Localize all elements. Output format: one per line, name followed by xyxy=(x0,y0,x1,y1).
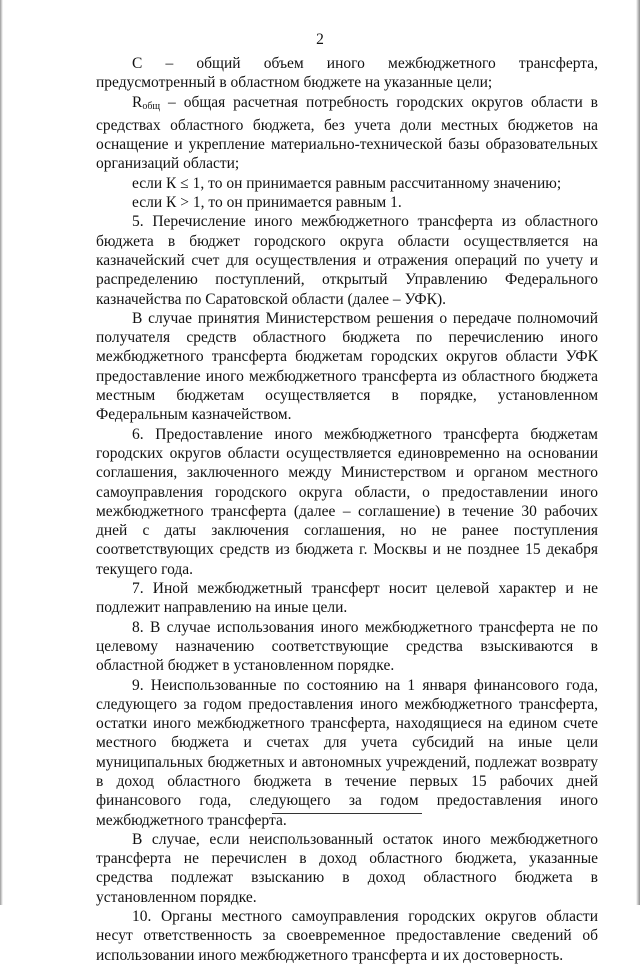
paragraph-item-7: 7. Иной межбюджетный трансферт носит целевой характер и не подлежит направлению на иные цели. xyxy=(96,580,598,617)
paragraph-item-9: 9. Неиспользованные по состоянию на 1 января финансового года, следующего за годом предоставления иного межбюджетного трансферта, остатки иного межбюджетного трансферта, находящиеся на едином счете местного бюджета и счетах для учета субсидий на иные цели муниципальных бюджетных и автономных учреждений, подлежат возврату в доход областного бюджета в течение первых 15 рабочих дней финансового года, следующего за годом предоставления иного межбюджетного трансферта. xyxy=(96,676,598,829)
paragraph-k-gt-1: если К > 1, то он принимается равным 1. xyxy=(132,194,402,212)
paragraph-item-9-continued: В случае, если неиспользованный остаток иного межбюджетного трансферта не перечислен в доход областного бюджета, указанные средства подлежат взысканию в доход областного бюджета в установленном порядке. xyxy=(96,830,598,906)
document-body xyxy=(96,54,598,965)
end-separator-line xyxy=(272,813,422,814)
variable-r: R xyxy=(132,93,143,111)
paragraph-item-5-continued: В случае принятия Министерством решения о передаче полномочий получателя средств областного бюджета по перечислению иного межбюджетного трансферта бюджетам городских округов области УФК предоставление иного межбюджетного трансферта из областного бюджета местным бюджетам осуществляется в порядке, установленном Федеральным казначейством. xyxy=(96,309,598,424)
scan-edge-right xyxy=(636,0,640,905)
paragraph-r-definition xyxy=(96,93,598,174)
paragraph-r-text: – общая расчетная потребность городских округов области в средствах областного бюджета, без учета доли местных бюджетов на оснащение и укрепление материально-технической базы образовательных организаций области; xyxy=(96,93,598,173)
paragraph-c-definition: С – общий объем иного межбюджетного трансферта, предусмотренный в областном бюджете на указанные цели; xyxy=(96,55,598,92)
paragraph-item-5: 5. Перечисление иного межбюджетного трансферта из областного бюджета в бюджет городского округа области осуществляется на казначейский счет для осуществления и отражения операций по учету и распределению поступлений, открытый Управлению Федерального казначейства по Саратовской области (далее – УФК). xyxy=(96,213,598,308)
paragraph-item-10: 10. Органы местного самоуправления городских округов области несут ответственность за своевременное предоставление сведений об использовании иного межбюджетного трансферта и их достоверность. xyxy=(96,908,598,964)
paragraph-item-6: 6. Предоставление иного межбюджетного трансферта бюджетам городских округов области осуществляется единовременно на основании соглашения, заключенного между Министерством и органом местного самоуправления городского округа области, о предоставлении иного межбюджетного трансферта (далее – соглашение) в течение 30 рабочих дней с даты заключения соглашения, но не ранее поступления соответствующих средств из бюджета г. Москвы и не позднее 15 декабря текущего года. xyxy=(96,425,598,578)
scan-edge-left xyxy=(0,0,3,905)
variable-r-subscript: общ xyxy=(142,100,161,112)
paragraph-k-le-1: если К ≤ 1, то он принимается равным рассчитанному значению; xyxy=(132,174,562,192)
page-number: 2 xyxy=(316,31,324,48)
paragraph-item-8: 8. В случае использования иного межбюджетного трансферта не по целевому назначению соответствующие средства взыскиваются в областной бюджет в установленном порядке. xyxy=(96,618,598,675)
